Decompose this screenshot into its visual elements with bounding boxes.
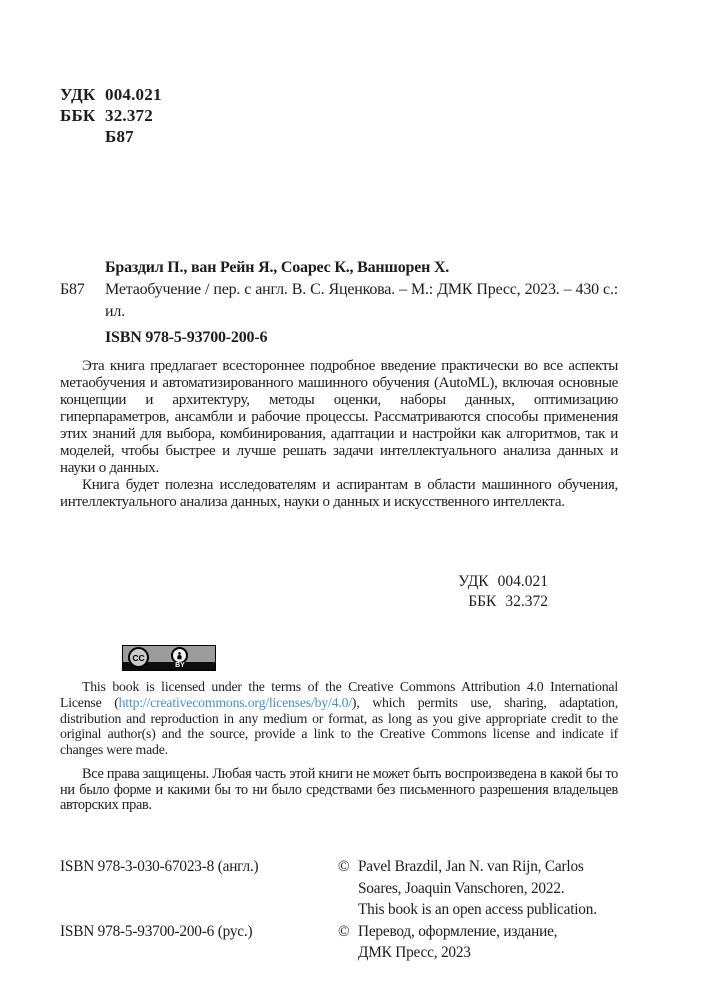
license-paragraph — [60, 679, 618, 758]
classification-codes-right — [458, 572, 548, 612]
udk-row-right — [458, 572, 548, 592]
copyright-en-line-1: Pavel Brazdil, Jan N. van Rijn, Carlos — [358, 858, 584, 875]
copyright-en-line-3: This book is an open access publication. — [358, 901, 597, 918]
license-text-before: This book is licensed under the terms of the Creative Commons Attribution 4.0 International License ( — [60, 679, 618, 710]
copyright-english — [338, 856, 618, 921]
cc-by-label: BY — [175, 662, 185, 669]
copyright-ru-line-2: ДМК Пресс, 2023 — [358, 944, 471, 961]
cc-by-badge — [122, 645, 216, 671]
license-block — [60, 679, 618, 758]
license-link[interactable]: http://creativecommons.org/licenses/by/4.0/ — [118, 694, 352, 710]
license-text-after: ), which permits use, sharing, adaptation, distribution and reproduction in any medium or format, as long as you give appropriate credit to the original author(s) and the source, provide a link to the Creative Commons license and indicate if changes were made. — [60, 694, 618, 758]
udk-row — [60, 84, 162, 105]
isbn-russian: ISBN 978-5-93700-200-6 (рус.) — [60, 922, 253, 940]
annotation-paragraph-2: Книга будет полезна исследователям и аспирантам в области машинного обучения, интеллектуального анализа данных, науки о данных и искусственного интеллекта. — [60, 477, 618, 510]
top-classification-codes — [60, 84, 162, 147]
catalog-entry-sign: Б87 — [60, 281, 85, 298]
annotation-block — [60, 358, 618, 511]
rights-block — [60, 767, 618, 814]
bbk-label-right: ББК — [468, 593, 497, 610]
isbn-english: ISBN 978-3-030-67023-8 (англ.) — [60, 858, 259, 875]
catalog-card — [60, 257, 618, 349]
bbk-row — [60, 105, 162, 126]
udk-label-right: УДК — [458, 573, 489, 590]
copyright-symbol-en: © — [338, 858, 350, 875]
udk-value: 004.021 — [105, 85, 162, 104]
copyright-ru-line-1: Перевод, оформление, издание, — [358, 922, 558, 940]
bbk-label: ББК — [60, 106, 96, 125]
catalog-entry — [60, 279, 618, 323]
authors-line: Браздил П., ван Рейн Я., Соарес К., Ваншорен Х. — [105, 259, 450, 276]
imprint-isbn-column — [60, 856, 338, 964]
bbk-row-right — [458, 592, 548, 612]
annotation-paragraph-1: Эта книга предлагает всестороннее подробное введение практически во все аспекты метаобучения и автоматизированного машинного обучения (AutoML), включая основные концепции и архитектуру, методы оценки, наборы данных, оптимизацию гиперпараметров, ансамбли и рабочие процессы. Рассматриваются способы применения этих знаний для выбора, комбинирования, адаптации и настройки как алгоритмов, так и моделей, чтобы быстрее и лучше решать задачи интеллектуального анализа данных и науки о данных. — [60, 358, 618, 476]
bbk-value: 32.372 — [105, 106, 153, 125]
catalog-entry-description: Метаобучение / пер. с англ. В. С. Яценкова. – М.: ДМК Пресс, 2023. – 430 с.: ил. — [105, 281, 618, 320]
cc-logo-icon: CC — [128, 647, 149, 668]
author-sign-spacer — [60, 126, 105, 147]
copyright-russian — [338, 921, 618, 964]
copyright-en-line-2: Soares, Joaquin Vanschoren, 2022. — [358, 879, 565, 897]
copyright-symbol-ru: © — [338, 922, 350, 940]
author-sign: Б87 — [105, 127, 134, 146]
udk-value-right: 004.021 — [497, 573, 548, 590]
udk-label: УДК — [60, 85, 96, 104]
rights-paragraph: Все права защищены. Любая часть этой книги не может быть воспроизведена в какой бы то ни было форме и какими бы то ни было средствами без письменного разрешения владельцев авторских прав. — [60, 766, 618, 814]
isbn-main: ISBN 978-5-93700-200-6 — [105, 329, 268, 346]
bbk-value-right: 32.372 — [505, 593, 548, 610]
author-sign-row — [60, 126, 162, 147]
imprint-copyright-column — [338, 856, 618, 964]
imprint-block — [60, 856, 618, 964]
